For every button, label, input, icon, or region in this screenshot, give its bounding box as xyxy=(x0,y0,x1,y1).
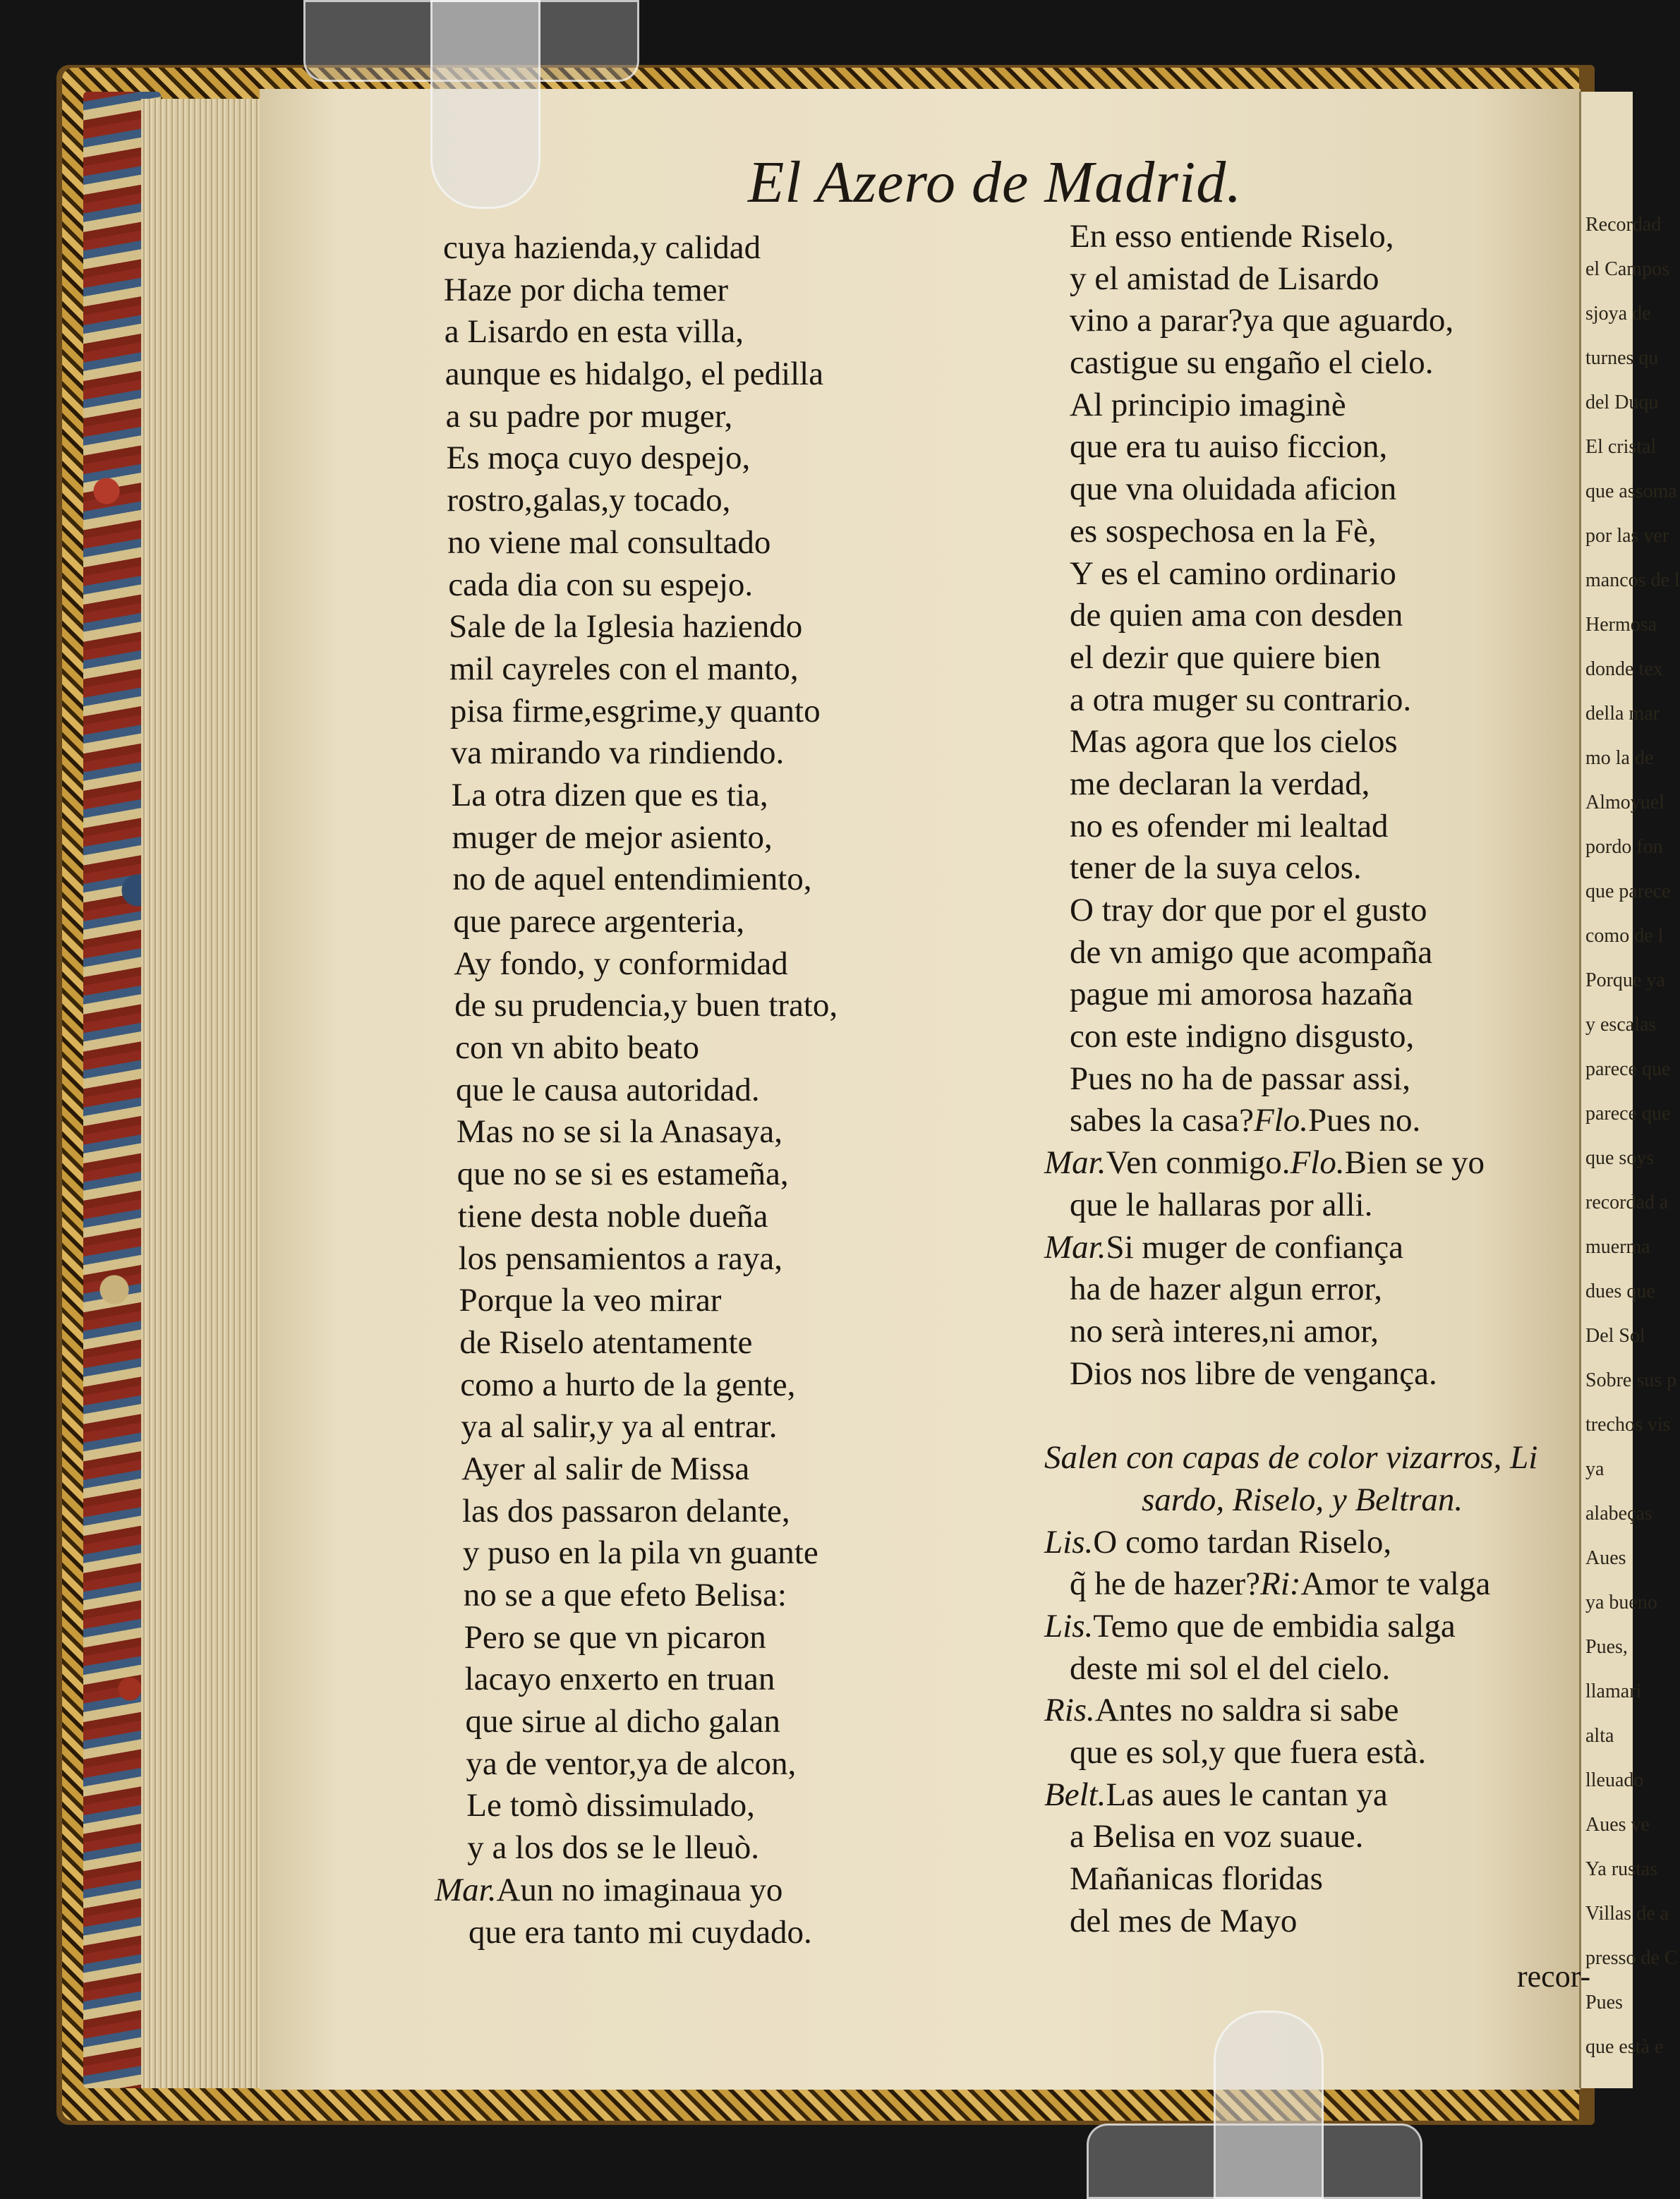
verse-text: cada dia con su espejo. xyxy=(448,566,754,603)
verse-text: Haze por dicha temer xyxy=(443,271,729,308)
verse-line xyxy=(435,1111,971,1153)
verse-text: no serà interes,ni amor, xyxy=(1070,1312,1379,1350)
verse-text: rostro,galas,y tocado, xyxy=(447,482,731,519)
verse-text: Temo que de embidia salga xyxy=(1093,1608,1456,1644)
verse-text: y a los dos se le lleuò. xyxy=(467,1829,759,1867)
next-page-edge xyxy=(1579,92,1680,2088)
verse-text: que le hallaras por alli. xyxy=(1070,1186,1373,1223)
stage-direction-text: Salen con capas de color vizarros, Li xyxy=(1044,1439,1538,1477)
page-clip-top xyxy=(430,0,540,209)
speaker-label: Ri: xyxy=(1260,1565,1301,1603)
verse-text: de quien ama con desden xyxy=(1070,597,1403,634)
verse-text: cuya hazienda,y calidad xyxy=(443,229,761,266)
verse-line xyxy=(1044,1311,1581,1353)
verse-text: mil cayreles con el manto, xyxy=(449,650,799,687)
verse-text: de su prudencia,y buen trato, xyxy=(454,987,838,1024)
verse-text: tiene desta noble dueña xyxy=(457,1197,768,1235)
next-page-fragment: por las ver xyxy=(1585,525,1669,547)
verse-text: Pues no. xyxy=(1308,1102,1421,1139)
verse-line xyxy=(1044,932,1581,974)
verse-text: Sale de la Iglesia haziendo xyxy=(449,608,803,646)
verse-line xyxy=(435,732,971,775)
verse-text: Mas agora que los cielos xyxy=(1070,723,1398,761)
verse-line xyxy=(1044,300,1581,342)
next-page-fragment: y escalas xyxy=(1585,1014,1657,1036)
next-page-fragment: Aues xyxy=(1585,1547,1626,1569)
next-page-fragment: Pues, xyxy=(1585,1636,1628,1658)
verse-line xyxy=(435,1701,971,1743)
verse-text: el dezir que quiere bien xyxy=(1070,638,1382,676)
next-page-fragment: muerma xyxy=(1585,1236,1650,1258)
verse-text: ya al salir,y ya al entrar. xyxy=(461,1408,778,1446)
verse-text: Aun no imaginaua yo xyxy=(496,1871,783,1908)
verse-line xyxy=(1044,1774,1581,1817)
verse-line xyxy=(435,1785,971,1827)
speaker-label: Ris. xyxy=(1044,1692,1095,1729)
verse-line xyxy=(435,901,971,943)
verse-text: las dos passaron delante, xyxy=(462,1492,790,1529)
verse-text: con vn abito beato xyxy=(455,1029,699,1067)
next-page-fragment: della mar xyxy=(1585,703,1660,725)
verse-line xyxy=(435,1027,971,1070)
verse-text: Es moça cuyo despejo, xyxy=(446,440,751,477)
next-page-fragment: mo la de xyxy=(1585,747,1654,769)
verse-text: a otra muger su contrario. xyxy=(1070,681,1412,718)
verse-line xyxy=(1044,806,1581,848)
verse-line xyxy=(1044,1268,1581,1311)
verse-text: Al principio imaginè xyxy=(1070,386,1346,423)
verse-line xyxy=(1044,426,1581,468)
verse-line xyxy=(1044,342,1581,384)
verse-line xyxy=(1044,1353,1581,1395)
verse-text: O tray dor que por el gusto xyxy=(1070,892,1427,928)
verse-line xyxy=(1044,763,1581,806)
verse-text: O como tardan Riselo, xyxy=(1093,1523,1392,1561)
catchword: recor- xyxy=(1517,1959,1591,1994)
verse-line xyxy=(435,1153,971,1196)
verse-text: Amor te valga xyxy=(1300,1565,1491,1603)
verse-line xyxy=(1044,384,1581,427)
verse-text: que parece argenteria, xyxy=(453,903,745,940)
verse-line xyxy=(1044,1016,1581,1058)
next-page-fragment: presso de C xyxy=(1585,1947,1678,1969)
next-page-fragment: que parece xyxy=(1585,880,1671,902)
next-page-fragment: Almoyuel xyxy=(1585,792,1664,813)
verse-text: que le causa autoridad. xyxy=(456,1071,760,1108)
speaker-label: Mar. xyxy=(435,1871,497,1908)
verse-line xyxy=(435,522,971,564)
verse-text: no de aquel entendimiento, xyxy=(452,861,812,898)
verse-line xyxy=(435,311,971,353)
verse-text: es sospechosa en la Fè, xyxy=(1070,512,1377,550)
verse-line xyxy=(435,1406,971,1448)
speaker-label: Mar. xyxy=(1044,1228,1106,1266)
verse-text: pisa firme,esgrime,y quanto xyxy=(449,692,821,729)
verse-text: que era tanto mi cuydado. xyxy=(469,1913,812,1951)
verse-text: aunque es hidalgo, el pedilla xyxy=(445,356,824,393)
next-page-fragment: el Campos xyxy=(1585,258,1669,280)
next-page-fragment: recordad a xyxy=(1585,1192,1669,1213)
verse-text: como a hurto de la gente, xyxy=(460,1366,796,1403)
verse-line xyxy=(435,1743,971,1786)
verse-line xyxy=(1044,1227,1581,1269)
verse-line xyxy=(1044,1058,1581,1101)
verse-text: Y es el camino ordinario xyxy=(1070,555,1396,592)
verse-line xyxy=(1044,216,1581,258)
next-page-fragment: trechos vis xyxy=(1585,1414,1671,1436)
verse-text: que no se si es estameña, xyxy=(457,1156,789,1193)
verse-line xyxy=(1044,511,1581,553)
verse-text: ya de ventor,ya de alcon, xyxy=(466,1745,797,1782)
verse-line xyxy=(435,1912,971,1954)
verse-line xyxy=(435,1448,971,1491)
verse-line xyxy=(1044,1858,1581,1901)
verse-text: Dios nos libre de vengança. xyxy=(1070,1355,1437,1392)
verse-line xyxy=(1044,1100,1581,1142)
verse-text: sabes la casa? xyxy=(1070,1102,1254,1139)
verse-text: va mirando va rindiendo. xyxy=(450,734,785,772)
verse-line xyxy=(435,1575,971,1617)
verse-line xyxy=(435,269,971,312)
verse-line xyxy=(435,437,971,480)
verse-line xyxy=(435,564,971,607)
next-page-fragment: Ya rustas xyxy=(1585,1858,1658,1880)
verse-text: deste mi sol el del cielo. xyxy=(1070,1649,1391,1687)
verse-text: castigue su engaño el cielo. xyxy=(1070,344,1434,382)
verse-line xyxy=(1044,1142,1581,1185)
next-page-fragment: alta xyxy=(1585,1725,1614,1747)
verse-line xyxy=(435,353,971,396)
verse-text: Le tomò dissimulado, xyxy=(466,1787,755,1824)
verse-text: con este indigno disgusto, xyxy=(1070,1018,1415,1055)
verse-text: que era tu auiso ficcion, xyxy=(1070,428,1388,466)
verse-line xyxy=(435,943,971,986)
stage-direction-text: sardo, Riselo, y Beltran. xyxy=(1142,1481,1463,1518)
verse-text: Las aues le cantan ya xyxy=(1106,1776,1388,1813)
verse-text: no se a que efeto Belisa: xyxy=(463,1577,787,1613)
verse-text: Pues no ha de passar assi, xyxy=(1070,1060,1410,1097)
verse-text: a su padre por muger, xyxy=(445,397,733,435)
verse-line xyxy=(1044,595,1581,637)
speaker-label: Belt. xyxy=(1044,1776,1106,1813)
verse-text: Ayer al salir de Missa xyxy=(461,1450,750,1487)
verse-text: muger de mejor asiento, xyxy=(452,818,773,856)
verse-text: de vn amigo que acompaña xyxy=(1070,933,1433,971)
next-page-fragment: ya bueno xyxy=(1585,1592,1657,1613)
verse-text: de Riselo atentamente xyxy=(459,1323,753,1361)
verse-line xyxy=(435,1827,971,1870)
verse-line xyxy=(435,691,971,733)
verse-line xyxy=(435,1280,971,1322)
verse-text: Si muger de confiança xyxy=(1106,1228,1404,1266)
verse-text: Mañanicas floridas xyxy=(1070,1860,1323,1898)
verse-line xyxy=(1044,1648,1581,1690)
verse-line xyxy=(1044,1816,1581,1858)
verse-text: a Belisa en voz suaue. xyxy=(1070,1818,1364,1855)
next-page-fragment: que assoma xyxy=(1585,480,1677,502)
speaker-label: Lis. xyxy=(1044,1608,1094,1644)
verse-line xyxy=(435,648,971,691)
next-page-fragment: dues que xyxy=(1585,1280,1655,1302)
speaker-label: Lis. xyxy=(1044,1523,1094,1561)
verse-line xyxy=(1044,1732,1581,1774)
next-page-fragment: que soys xyxy=(1585,1147,1655,1169)
next-page-fragment: Hermosa xyxy=(1585,614,1657,636)
verse-text: Pero se que vn picaron xyxy=(464,1618,766,1656)
verse-text: y el amistad de Lisardo xyxy=(1070,260,1379,297)
next-page-fragment: El cristal xyxy=(1585,436,1657,458)
verse-line xyxy=(1044,468,1581,511)
page-edges xyxy=(141,99,262,2088)
next-page-fragment: Porque ya xyxy=(1585,969,1665,991)
verse-text: Mas no se si la Anasaya, xyxy=(456,1113,782,1151)
verse-text: que es sol,y que fuera està. xyxy=(1070,1734,1427,1771)
verse-text: los pensamientos a raya, xyxy=(458,1240,783,1277)
running-title: El Azero de Madrid. xyxy=(748,150,1243,215)
verse-line xyxy=(435,1491,971,1533)
next-page-fragment: mancos de l xyxy=(1585,569,1680,591)
verse-line xyxy=(435,1532,971,1575)
next-page-fragment: alabeças xyxy=(1585,1503,1652,1525)
verse-line xyxy=(1044,974,1581,1016)
next-page-fragment: que està e xyxy=(1585,2036,1664,2058)
verse-text: vino a parar?ya que aguardo, xyxy=(1070,302,1454,339)
right-verse-column xyxy=(1044,216,1581,1943)
next-page-fragment: Pues xyxy=(1585,1992,1623,2013)
verse-line xyxy=(435,1364,971,1407)
verse-text: q̃ he de hazer? xyxy=(1070,1565,1261,1603)
verse-text: no es ofender mi lealtad xyxy=(1070,807,1389,844)
stanza-gap xyxy=(1044,1395,1581,1437)
next-page-fragment: Del Sol xyxy=(1585,1325,1645,1347)
next-page-fragment: parece que xyxy=(1585,1103,1671,1125)
verse-text: no viene mal consultado xyxy=(447,523,771,561)
verse-line xyxy=(435,817,971,859)
verse-line xyxy=(435,1870,971,1912)
speaker-label: Flo. xyxy=(1253,1102,1308,1139)
verse-text: La otra dizen que es tia, xyxy=(451,776,768,813)
verse-text: lacayo enxerto en truan xyxy=(464,1661,775,1698)
verse-line xyxy=(435,1196,971,1238)
verse-line xyxy=(435,1659,971,1701)
verse-line xyxy=(435,606,971,648)
verse-text: ha de hazer algun error, xyxy=(1070,1271,1383,1308)
stage-direction xyxy=(1044,1479,1581,1522)
verse-line xyxy=(435,1617,971,1659)
next-page-fragment: turnes qu xyxy=(1585,347,1659,369)
verse-line xyxy=(1044,1690,1581,1732)
verse-line xyxy=(1044,1606,1581,1648)
verse-line xyxy=(1044,1522,1581,1564)
next-page-fragment: Villas de a xyxy=(1585,1903,1669,1925)
verse-line xyxy=(435,227,971,269)
next-page-fragment: del Duqu xyxy=(1585,392,1659,413)
verse-line xyxy=(435,1238,971,1280)
next-page-fragment: Aues ve xyxy=(1585,1814,1650,1836)
verse-text: me declaran la verdad, xyxy=(1070,765,1370,802)
verse-text: Ay fondo, y conformidad xyxy=(454,945,788,982)
verse-text: Ven conmigo. xyxy=(1106,1144,1291,1182)
verse-text: y puso en la pila vn guante xyxy=(462,1534,818,1572)
verse-line xyxy=(435,775,971,817)
next-page-fragment: Sobre sus p xyxy=(1585,1369,1677,1391)
next-page-fragment: donde tex xyxy=(1585,658,1663,680)
verse-line xyxy=(1044,258,1581,301)
verse-text: del mes de Mayo xyxy=(1070,1902,1298,1939)
next-page-fragment: parece que xyxy=(1585,1058,1671,1080)
verse-line xyxy=(435,985,971,1027)
verse-text: a Lisardo en esta villa, xyxy=(444,313,744,351)
verse-text: En esso entiende Riselo, xyxy=(1070,218,1394,255)
verse-line xyxy=(1044,1563,1581,1606)
verse-text: Bien se yo xyxy=(1344,1144,1485,1182)
verse-line xyxy=(435,480,971,522)
next-page-fragment: llamari xyxy=(1585,1680,1642,1702)
next-page-fragment: lleuado xyxy=(1585,1769,1644,1791)
verse-line xyxy=(435,1070,971,1112)
verse-text: Porque la veo mirar xyxy=(459,1282,722,1319)
verse-line xyxy=(435,1322,971,1364)
next-page-fragment: Recordad xyxy=(1585,214,1662,236)
verse-line xyxy=(1044,1901,1581,1943)
verse-text: que vna oluidada aficion xyxy=(1070,471,1397,508)
verse-line xyxy=(1044,721,1581,763)
verse-line xyxy=(1044,847,1581,890)
stage-direction xyxy=(1044,1437,1581,1479)
verse-line xyxy=(1044,679,1581,722)
next-page-fragment: ya xyxy=(1585,1458,1605,1480)
verse-line xyxy=(1044,1185,1581,1227)
verse-text: que sirue al dicho galan xyxy=(465,1703,780,1740)
verse-line xyxy=(1044,637,1581,679)
verse-text: pague mi amorosa hazaña xyxy=(1070,976,1413,1013)
verse-line xyxy=(1044,890,1581,932)
left-verse-column xyxy=(435,227,971,1953)
speaker-label: Flo. xyxy=(1290,1144,1345,1182)
speaker-label: Mar. xyxy=(1044,1144,1106,1182)
next-page-fragment: como de l xyxy=(1585,925,1664,947)
next-page-fragment: pordo fon xyxy=(1585,836,1663,858)
verse-text: tener de la suya celos. xyxy=(1070,849,1362,887)
verse-line xyxy=(435,396,971,438)
verse-line xyxy=(435,859,971,901)
verse-text: Antes no saldra si sabe xyxy=(1094,1692,1399,1729)
verse-line xyxy=(1044,553,1581,595)
page-clip-bottom xyxy=(1214,2011,1324,2199)
next-page-fragment: sjoya de xyxy=(1585,303,1651,325)
